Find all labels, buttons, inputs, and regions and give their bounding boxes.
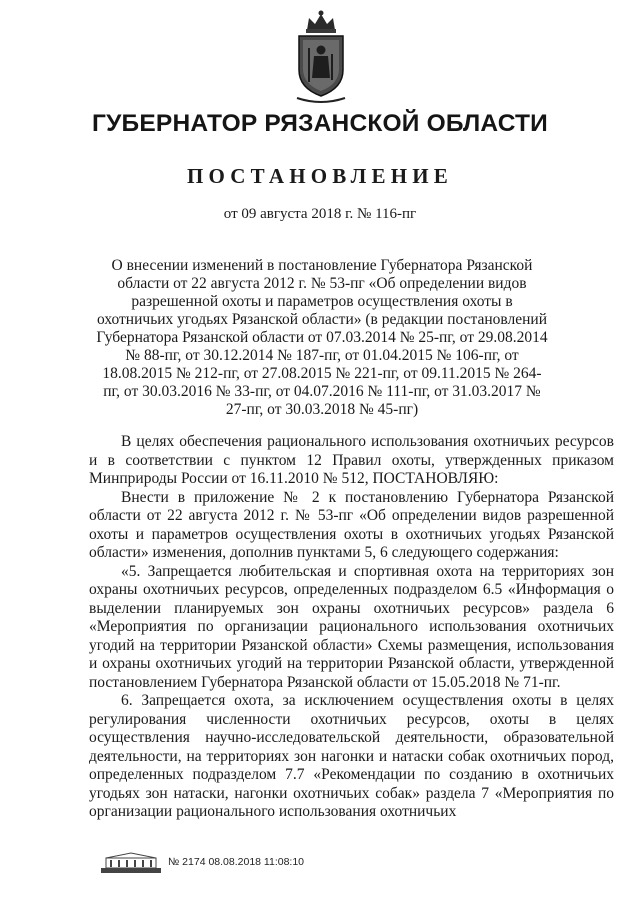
document-type-heading: ПОСТАНОВЛЕНИЕ bbox=[186, 164, 454, 188]
body-paragraph: Внести в приложение № 2 к постановлению Губернатора Рязанской области от 22 августа 2012 г. № 53-пг «Об определении видов разрешенной охоты и параметров осуществления охоты в охотничьих угодьях Рязанской области» изменения, дополнив пунктами 5, 6 следующего содержания: bbox=[89, 488, 614, 561]
body-paragraph: В целях обеспечения рационального использования охотничьих ресурсов и в соответствии с пунктом 12 Правил охоты, утвержденных приказом Минприроды России от 16.11.2010 № 512, ПОСТАНОВЛЯЮ: bbox=[89, 433, 614, 487]
document-body bbox=[89, 433, 614, 822]
body-paragraph: «5. Запрещается любительская и спортивная охота на территориях зон охраны охотничьих ресурсов, определенных подразделом 6.5 «Информация о выделении планируемых зон охраны охотничьих ресурсов» раздела 6 «Мероприятия по организации рационального использования охотничьих угодий на территории Рязанской области» Схемы размещения, использования и охраны охотничьих угодий на территории Рязанской области, утвержденной постановлением Губернатора Рязанской области от 15.05.2018 № 71-пг. bbox=[89, 562, 614, 691]
document-date-number: от 09 августа 2018 г. № 116-пг bbox=[223, 206, 417, 222]
registration-stamp-text: № 2174 08.08.2018 11:08:10 bbox=[168, 856, 305, 868]
coat-of-arms-emblem bbox=[287, 8, 355, 106]
printing-house-stamp-logo bbox=[100, 852, 162, 874]
document-subject: О внесении изменений в постановление Губернатора Рязанской области от 22 августа 2012 г. № 53-пг «Об определении видов разрешенной охоты и параметров осуществления охоты в охотничьих угодьях Рязанской области» (в редакции постановлений Губернатора Рязанской области от 07.03.2014 № 25-пг, от 29.08.2014 № 88-пг, от 30.12.2014 № 187-пг, от 01.04.2015 № 106-пг, от 18.08.2015 № 212-пг, от 27.08.2015 № 221-пг, от 09.11.2015 № 264-пг, от 30.03.2016 № 33-пг, от 04.07.2016 № 111-пг, от 31.03.2017 № 27-пг, от 30.03.2018 № 45-пг) bbox=[96, 257, 548, 418]
body-paragraph: 6. Запрещается охота, за исключением осуществления охоты в целях регулирования численности охотничьих ресурсов, охоты в целях осуществления научно-исследовательской деятельности, образовательной деятельности, на территориях зон нагонки и натаски собак охотничьих пород, определенных подразделом 7.7 «Рекомендации по созданию в охотничьих угодьях зон натаски, нагонки охотничьих собак» раздела 7 «Мероприятия по организации рационального использования охотничьих bbox=[89, 692, 614, 820]
issuer-title: ГУБЕРНАТОР РЯЗАНСКОЙ ОБЛАСТИ bbox=[92, 110, 548, 137]
